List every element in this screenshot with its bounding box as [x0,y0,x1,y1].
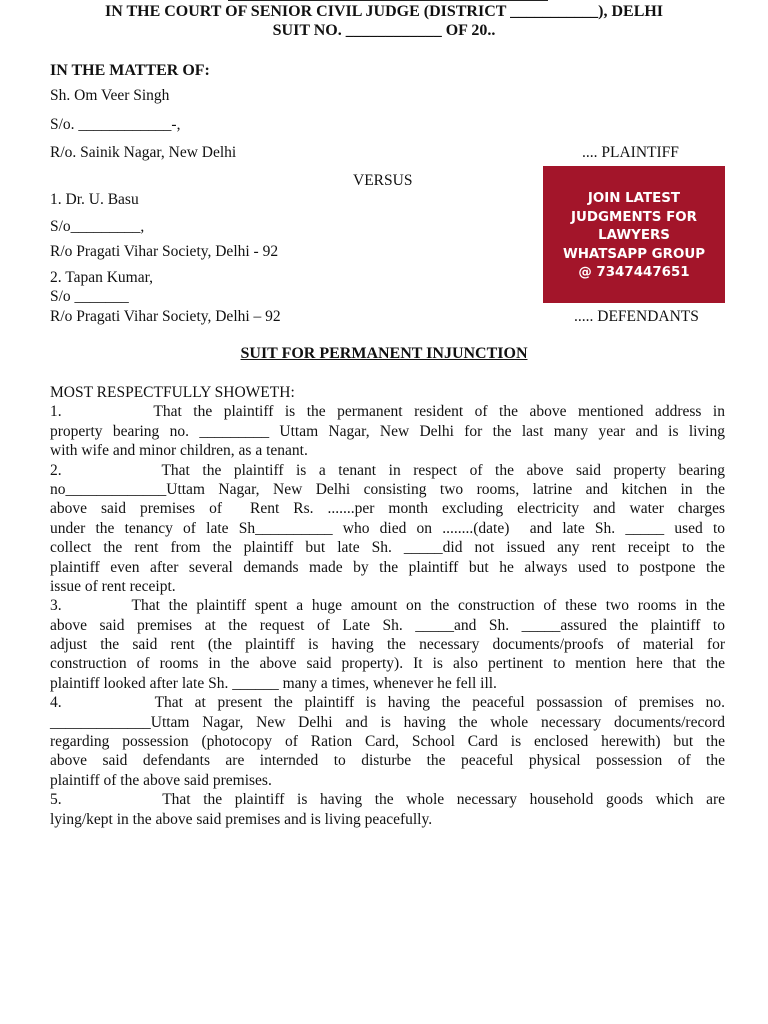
body-line: regarding possession (photocopy of Ration Card, School Card is enclosed herewith) but the [50,733,725,751]
body-line: property bearing no. _________ Uttam Nagar, New Delhi for the last many year and is living [50,422,725,440]
top-rule [228,0,548,1]
body-line: under the tenancy of late Sh__________ who died on ........(date) and late Sh. _____ used to [50,519,725,537]
body-line: adjust the said rent (the plaintiff is having the necessary documents/proofs of material for [50,636,725,654]
defendant1-name: 1. Dr. U. Basu [50,191,139,208]
plaintiff-so: S/o. ____________-, [50,116,181,133]
defendant2-so: S/o _______ [50,288,129,305]
banner-line: JUDGMENTS FOR [571,209,697,225]
body-line: 1. That the plaintiff is the permanent resident of the above mentioned address in [50,403,725,421]
defendant1-address: R/o Pragati Vihar Society, Delhi - 92 [50,243,279,260]
plaintiff-name: Sh. Om Veer Singh [50,87,170,104]
suit-title: SUIT FOR PERMANENT INJUNCTION [240,345,528,362]
plaint-body [50,383,725,829]
body-line: plaintiff even after several demands made by the plaintiff but he always used to postpone the [50,558,725,576]
body-line: above said premises of Rent Rs. .......per month excluding electricity and water charges [50,500,725,518]
body-line: with wife and minor children, as a tenant. [50,442,308,460]
showeth-heading: MOST RESPECTFULLY SHOWETH: [50,384,295,401]
defendant1-so: S/o_________, [50,218,145,235]
banner-line: LAWYERS [598,228,670,244]
court-heading: IN THE COURT OF SENIOR CIVIL JUDGE (DISTRICT ___________), DELHI [104,3,664,20]
body-line: 2. That the plaintiff is a tenant in respect of the above said property bearing [50,461,725,479]
banner-line: WHATSAPP GROUP [562,246,706,262]
plaintiff-label: .... PLAINTIFF [582,144,679,161]
body-line: _____________Uttam Nagar, New Delhi and is having the whole necessary documents/record [50,713,725,731]
body-line: 5. That the plaintiff is having the whole necessary household goods which are [50,791,725,809]
body-line: above said defendants are internded to disturbe the peaceful physical possession of the [50,752,725,770]
body-line: no_____________Uttam Nagar, New Delhi consisting two rooms, latrine and kitchen in the [50,480,725,498]
plaintiff-address: R/o. Sainik Nagar, New Delhi [50,144,237,161]
body-line: 4. That at present the plaintiff is having the peaceful possassion of premises no. [50,694,725,712]
defendant2-address: R/o Pragati Vihar Society, Delhi – 92 [50,308,281,325]
versus-label: VERSUS [353,172,413,189]
body-line: plaintiff of the above said premises. [50,771,272,789]
body-line: collect the rent from the plaintiff but late Sh. _____did not issued any rent receipt to the [50,539,725,557]
defendant2-name: 2. Tapan Kumar, [50,269,154,286]
body-line: above said premises at the request of Late Sh. _____and Sh. _____assured the plaintiff to [50,616,725,634]
matter-heading: IN THE MATTER OF: [50,62,210,79]
body-line: 3. That the plaintiff spent a huge amount on the construction of these two rooms in the [50,597,725,615]
body-line: issue of rent receipt. [50,577,176,595]
whatsapp-group-banner[interactable] [543,166,725,303]
banner-line: JOIN LATEST [587,191,681,207]
defendants-label: ..... DEFENDANTS [574,308,699,325]
body-line: lying/kept in the above said premises and is living peacefully. [50,810,433,828]
banner-phone: @ 7347447651 [578,265,690,281]
body-line: construction of rooms in the above said property). It is also pertinent to mention here that the [50,655,725,673]
suit-number: SUIT NO. ____________ OF 20.. [272,22,496,39]
body-line: plaintiff looked after late Sh. ______ many a times, whenever he fell ill. [50,674,497,692]
